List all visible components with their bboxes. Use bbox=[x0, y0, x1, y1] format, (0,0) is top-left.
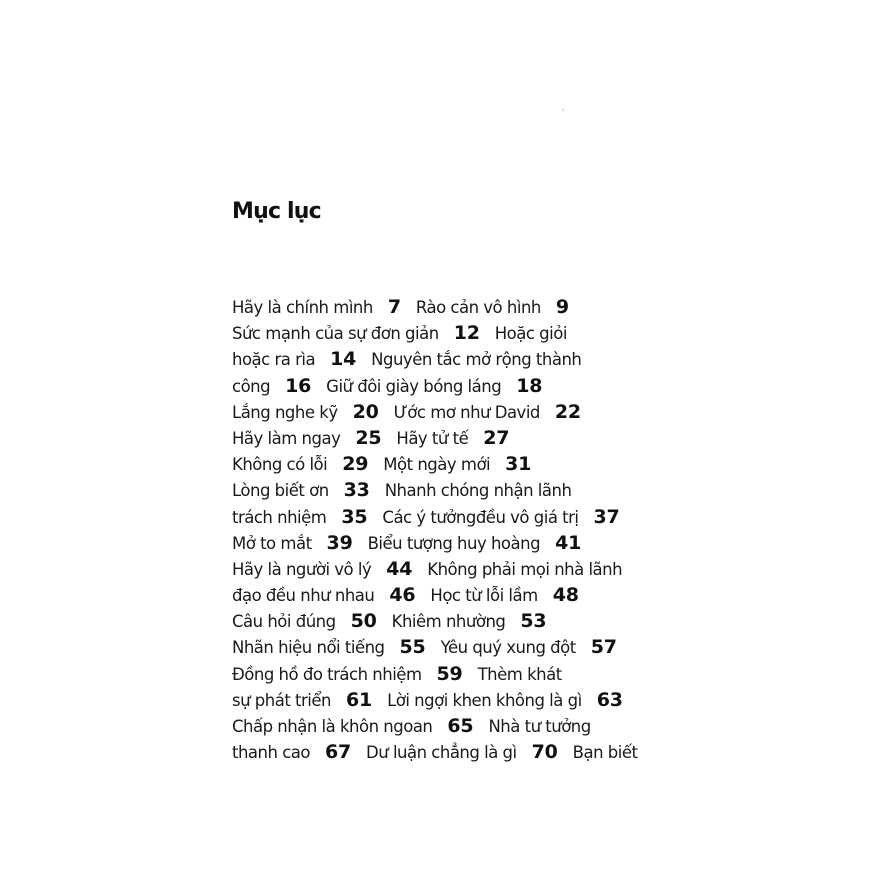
toc-entry-title: Biểu tượng huy hoàng bbox=[367, 533, 541, 553]
toc-page-number: 59 bbox=[436, 662, 463, 685]
toc-entry-title: công bbox=[232, 376, 271, 396]
toc-entry-title: Khiêm nhường bbox=[391, 612, 506, 632]
toc-line bbox=[232, 294, 662, 320]
toc-line bbox=[232, 320, 662, 346]
toc-line bbox=[232, 425, 662, 451]
toc-entry-title: Giữ đôi giày bóng láng bbox=[326, 376, 502, 396]
toc-entry-title: Hãy là chính mình bbox=[232, 298, 373, 317]
toc-line bbox=[232, 661, 662, 687]
toc-page-number: 7 bbox=[387, 296, 401, 318]
toc-entry-title: Các ý tưởngđều vô giá trị bbox=[382, 507, 579, 527]
toc-page-number: 39 bbox=[326, 531, 353, 554]
toc-entry-title: Không phải mọi nhà lãnh bbox=[427, 559, 623, 579]
toc-entry-title: Bạn biết bbox=[572, 743, 638, 763]
toc-page-number: 50 bbox=[350, 610, 377, 633]
toc-page-number: 20 bbox=[352, 400, 379, 423]
toc-page-number: 55 bbox=[399, 636, 426, 659]
toc-page-number: 18 bbox=[516, 374, 543, 397]
toc-page-number: 65 bbox=[447, 715, 474, 737]
toc-line bbox=[232, 713, 662, 739]
toc-entry-title: Đồng hồ đo trách nhiệm bbox=[232, 664, 422, 684]
toc-entry-title: Hãy làm ngay bbox=[232, 428, 341, 448]
toc-entry-title: Nhanh chóng nhận lãnh bbox=[384, 481, 572, 501]
toc-page-number: 63 bbox=[596, 688, 623, 711]
toc-entry-title: Không có lỗi bbox=[232, 455, 328, 475]
toc-line bbox=[232, 451, 662, 477]
toc-entry-title: Sức mạnh của sự đơn giản bbox=[232, 324, 439, 344]
toc-page-number: 70 bbox=[531, 741, 558, 764]
toc-page-number: 41 bbox=[555, 531, 582, 554]
toc-entry-title: Nhà tư tưởng bbox=[488, 717, 591, 736]
toc-page-number: 22 bbox=[554, 400, 581, 423]
toc-entry-title: Hãy là người vô lý bbox=[232, 559, 372, 579]
table-of-contents bbox=[232, 294, 662, 765]
toc-entry-title: hoặc ra rìa bbox=[232, 350, 316, 370]
toc-line bbox=[232, 608, 662, 634]
toc-page-number: 35 bbox=[341, 505, 368, 528]
toc-entry-title: Hoặc giỏi bbox=[494, 324, 567, 344]
toc-entry-title: Yêu quý xung đột bbox=[440, 638, 576, 658]
toc-line bbox=[232, 399, 662, 425]
toc-entry-title: sự phát triển bbox=[232, 690, 332, 710]
toc-entry-title: trách nhiệm bbox=[232, 507, 327, 527]
toc-page-number: 37 bbox=[593, 505, 620, 528]
toc-page-number: 61 bbox=[346, 688, 373, 711]
toc-page-number: 57 bbox=[590, 636, 617, 659]
toc-line bbox=[232, 373, 662, 399]
toc-entry-title: Ước mơ như David bbox=[393, 402, 540, 422]
toc-page-number: 44 bbox=[386, 557, 413, 580]
toc-page-number: 12 bbox=[453, 322, 480, 345]
toc-line bbox=[232, 582, 662, 608]
toc-page-number: 53 bbox=[520, 610, 547, 633]
toc-entry-title: Lời ngợi khen không là gì bbox=[387, 690, 582, 710]
toc-entry-title: Thèm khát bbox=[477, 664, 562, 684]
toc-entry-title: Nhãn hiệu nổi tiếng bbox=[232, 638, 385, 658]
toc-entry-title: thanh cao bbox=[232, 743, 310, 763]
toc-page-number: 25 bbox=[355, 426, 382, 449]
toc-page-number: 9 bbox=[555, 296, 569, 318]
toc-page-number: 16 bbox=[285, 374, 312, 397]
paper-speck bbox=[562, 109, 564, 111]
toc-page-number: 67 bbox=[324, 741, 352, 764]
toc-line bbox=[232, 530, 662, 556]
toc-entry-title: Lòng biết ơn bbox=[232, 481, 329, 501]
toc-entry-title: Rào cản vô hình bbox=[415, 298, 541, 317]
toc-entry-title: Câu hỏi đúng bbox=[232, 612, 336, 632]
toc-entry-title: Lắng nghe kỹ bbox=[232, 402, 338, 422]
toc-entry-title: Học từ lỗi lầm bbox=[430, 586, 538, 606]
toc-page-number: 33 bbox=[343, 479, 370, 502]
toc-line bbox=[232, 346, 662, 372]
toc-line bbox=[232, 634, 662, 660]
toc-line bbox=[232, 477, 662, 503]
toc-line bbox=[232, 556, 662, 582]
toc-entry-title: Nguyên tắc mở rộng thành bbox=[371, 350, 582, 370]
toc-page-number: 46 bbox=[389, 584, 416, 607]
toc-page-number: 14 bbox=[330, 348, 357, 371]
toc-entry-title: Một ngày mới bbox=[383, 455, 491, 475]
toc-entry-title: Dư luận chẳng là gì bbox=[366, 743, 517, 763]
toc-entry-title: Hãy tử tế bbox=[396, 428, 469, 448]
toc-line bbox=[232, 504, 662, 530]
toc-page-number: 31 bbox=[505, 453, 532, 476]
toc-entry-title: Mở to mắt bbox=[232, 533, 312, 553]
toc-entry-title: Chấp nhận là khôn ngoan bbox=[232, 717, 433, 736]
toc-page-number: 48 bbox=[552, 584, 579, 607]
toc-page-number: 29 bbox=[342, 453, 369, 476]
toc-line bbox=[232, 739, 662, 765]
toc-line bbox=[232, 687, 662, 713]
toc-entry-title: đạo đều như nhau bbox=[232, 586, 375, 606]
page-title: Mục lục bbox=[232, 199, 321, 224]
toc-page-number: 27 bbox=[483, 426, 510, 449]
